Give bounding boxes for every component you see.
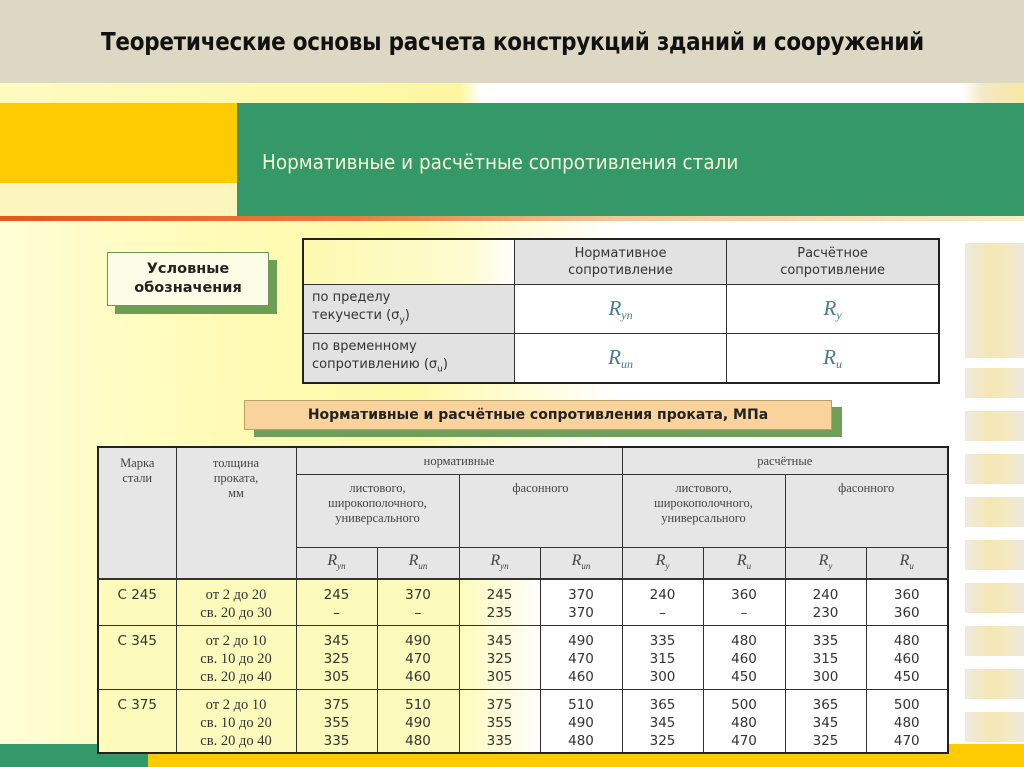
header-symbol <box>703 548 785 580</box>
header-symbol <box>296 548 377 580</box>
symbols-table <box>302 238 940 384</box>
symbol-subscript: y <box>665 560 670 571</box>
header-line: универсального <box>661 511 746 525</box>
decorative-strip <box>0 83 1024 103</box>
symbol-subscript: u <box>746 560 752 571</box>
value: 335 <box>649 632 676 649</box>
symbol-ry <box>727 285 939 334</box>
header-group-normative: нормативные <box>296 447 622 475</box>
value: 460 <box>893 650 920 667</box>
value: 480 <box>731 714 757 731</box>
value: 480 <box>568 732 594 749</box>
cell-value <box>622 689 703 753</box>
decorative-pale-block <box>0 183 237 216</box>
value: 300 <box>812 668 839 685</box>
header-grade <box>98 447 176 579</box>
cell-value <box>296 579 377 625</box>
header-line: сопротивление <box>568 263 673 278</box>
steel-resistance-table <box>97 446 949 754</box>
value: 240 <box>812 587 839 603</box>
legend-line-2: обозначения <box>134 280 242 296</box>
symbol-subscript: un <box>620 356 633 371</box>
header-line: сопротивление <box>780 263 885 278</box>
value: 375 <box>323 696 350 713</box>
value: 355 <box>486 714 513 731</box>
decorative-stripes <box>965 243 1024 763</box>
value: 470 <box>731 732 757 749</box>
sigma-subscript: y <box>399 315 405 326</box>
label-line <box>312 356 514 379</box>
header-normative-sheet <box>296 475 459 548</box>
header-line: Нормативное <box>574 246 667 261</box>
value: св. 10 до 20 <box>200 714 272 731</box>
value: 335 <box>486 732 513 749</box>
cell-thickness <box>176 625 296 689</box>
value: 305 <box>486 668 513 685</box>
header-line: Марка <box>120 456 155 470</box>
page-title: Теоретические основы расчета конструкций зданий и сооружений <box>100 27 924 56</box>
value: – <box>333 605 340 621</box>
cell-thickness <box>176 689 296 753</box>
value: 345 <box>812 714 839 731</box>
symbol-run <box>514 334 726 384</box>
header-symbol <box>459 548 540 580</box>
symbol-base: R <box>571 551 582 569</box>
symbol-subscript: y <box>828 560 833 571</box>
label-end: ) <box>442 356 448 372</box>
value: 245 <box>486 587 513 603</box>
value: – <box>414 605 422 621</box>
value: 470 <box>405 650 431 667</box>
header-design-shaped: фасонного <box>785 475 948 548</box>
value: 490 <box>405 632 431 649</box>
symbol-subscript: un <box>581 560 591 571</box>
label-end: ) <box>404 307 410 323</box>
cell-value <box>540 689 622 753</box>
cell-value <box>703 579 785 625</box>
value: 490 <box>405 714 431 731</box>
value: 480 <box>731 632 757 649</box>
symbol-base: R <box>899 551 910 569</box>
header-symbol <box>377 548 459 580</box>
cell-grade: С 345 <box>98 625 176 689</box>
cell-value <box>459 689 540 753</box>
value: от 2 до 10 <box>205 632 267 649</box>
symbols-header-normative <box>514 239 726 285</box>
symbol-base: R <box>490 551 501 569</box>
divider-line <box>0 216 1024 221</box>
symbol-base: R <box>818 551 829 569</box>
decorative-yellow-block <box>0 103 237 183</box>
legend-line-1: Условные <box>146 261 230 277</box>
cell-grade: С 245 <box>98 579 176 625</box>
cell-value <box>622 579 703 625</box>
cell-value <box>377 579 459 625</box>
symbol-subscript: un <box>418 560 428 571</box>
header-thickness <box>176 447 296 579</box>
symbol-base: R <box>408 551 419 569</box>
value: св. 10 до 20 <box>200 650 272 667</box>
value: 480 <box>893 632 920 649</box>
value: 450 <box>731 668 757 685</box>
row-label-yield <box>303 285 514 334</box>
symbols-table-corner <box>303 239 514 285</box>
symbol-subscript: yn <box>621 307 633 322</box>
cell-value <box>377 689 459 753</box>
value: св. 20 до 40 <box>200 668 272 685</box>
symbol-base: R <box>823 344 836 369</box>
cell-value <box>866 689 948 753</box>
symbol-base: R <box>823 295 837 320</box>
header-line: Расчётное <box>797 246 868 261</box>
value: 325 <box>649 732 676 749</box>
header-symbol <box>785 548 866 580</box>
label-line: по временному <box>312 338 417 354</box>
value: от 2 до 20 <box>205 587 267 603</box>
cell-value <box>785 579 866 625</box>
value: 300 <box>649 668 676 685</box>
cell-value <box>866 625 948 689</box>
header-symbol <box>866 548 948 580</box>
label-text: текучести (σ <box>312 307 400 323</box>
label-line: по пределу <box>312 289 391 305</box>
cell-value <box>785 689 866 753</box>
header-design-sheet <box>622 475 785 548</box>
symbol-subscript: yn <box>500 560 509 571</box>
slide-header <box>0 0 1024 83</box>
table-row-c245 <box>98 579 948 625</box>
value: 240 <box>649 587 676 603</box>
cell-value <box>866 579 948 625</box>
value: 480 <box>405 732 431 749</box>
value: 230 <box>812 605 839 621</box>
header-line: листового, <box>675 481 732 495</box>
header-line: универсального <box>335 511 420 525</box>
sigma-subscript: u <box>437 364 443 375</box>
header-symbol <box>540 548 622 580</box>
value: 460 <box>405 668 431 685</box>
symbols-header-design <box>727 239 939 285</box>
symbol-base: R <box>608 295 622 320</box>
table-row-c375 <box>98 689 948 753</box>
table-row-c345 <box>98 625 948 689</box>
header-group-design: расчётные <box>622 447 948 475</box>
value: 325 <box>323 650 350 667</box>
cell-value <box>377 625 459 689</box>
cell-value <box>785 625 866 689</box>
header-line: широкополочного, <box>328 496 427 510</box>
value: 375 <box>486 696 513 713</box>
cell-value <box>296 625 377 689</box>
header-line: толщина <box>212 456 260 470</box>
value: 325 <box>812 732 839 749</box>
symbols-row-yield <box>303 285 939 334</box>
symbol-subscript: y <box>836 307 842 322</box>
symbol-base: R <box>327 551 338 569</box>
value: 500 <box>731 696 757 713</box>
value: 345 <box>649 714 676 731</box>
value: 235 <box>486 605 513 621</box>
value: 510 <box>405 696 431 713</box>
banner-title: Нормативные и расчётные сопротивления стали <box>262 149 739 174</box>
value: 335 <box>812 632 839 649</box>
label-text: сопротивлению (σ <box>312 356 438 372</box>
symbol-base: R <box>736 551 747 569</box>
value: 360 <box>893 605 920 621</box>
value: 245 <box>323 587 350 603</box>
header-symbol <box>622 548 703 580</box>
value: 360 <box>731 587 757 603</box>
value: св. 20 до 30 <box>200 605 272 621</box>
header-line: проката, <box>213 471 259 485</box>
value: 360 <box>893 587 920 603</box>
symbol-base: R <box>655 551 666 569</box>
value: 365 <box>649 696 676 713</box>
value: 305 <box>323 668 350 685</box>
cell-value <box>296 689 377 753</box>
value: от 2 до 10 <box>205 696 267 713</box>
value: 370 <box>568 605 594 621</box>
value: 365 <box>812 696 839 713</box>
value: 370 <box>405 587 431 603</box>
cell-value <box>540 579 622 625</box>
symbol-subscript: u <box>836 356 842 371</box>
header-line: стали <box>122 471 153 485</box>
value: 370 <box>568 587 594 603</box>
value: – <box>659 605 666 621</box>
value: 335 <box>323 732 350 749</box>
symbol-ru <box>727 334 939 384</box>
value: 355 <box>323 714 350 731</box>
legend-label <box>107 252 269 306</box>
value: 345 <box>323 632 350 649</box>
value: 345 <box>486 632 513 649</box>
symbol-base: R <box>608 344 621 369</box>
value: 490 <box>568 714 594 731</box>
cell-value <box>459 625 540 689</box>
symbol-subscript: yn <box>337 560 346 571</box>
symbol-subscript: u <box>909 560 914 571</box>
symbols-row-ultimate <box>303 334 939 384</box>
value: 480 <box>893 714 920 731</box>
header-line: мм <box>228 486 244 500</box>
value: 500 <box>893 696 920 713</box>
section-banner <box>237 103 1024 216</box>
cell-value <box>459 579 540 625</box>
value: – <box>740 605 748 621</box>
value: св. 20 до 40 <box>200 732 272 749</box>
cell-value <box>703 689 785 753</box>
header-line: широкополочного, <box>654 496 753 510</box>
cell-value <box>622 625 703 689</box>
value: 315 <box>812 650 839 667</box>
section-title: Нормативные и расчётные сопротивления проката, МПа <box>244 400 832 430</box>
value: 470 <box>893 732 920 749</box>
header-line: листового, <box>349 481 406 495</box>
cell-value <box>703 625 785 689</box>
label-line <box>312 307 514 330</box>
value: 450 <box>893 668 920 685</box>
cell-grade: С 375 <box>98 689 176 753</box>
cell-thickness <box>176 579 296 625</box>
value: 510 <box>568 696 594 713</box>
header-normative-shaped: фасонного <box>459 475 622 548</box>
value: 315 <box>649 650 676 667</box>
value: 325 <box>486 650 513 667</box>
value: 460 <box>568 668 594 685</box>
value: 470 <box>568 650 594 667</box>
cell-value <box>540 625 622 689</box>
row-label-ultimate <box>303 334 514 384</box>
symbol-ryn <box>514 285 726 334</box>
value: 490 <box>568 632 594 649</box>
value: 460 <box>731 650 757 667</box>
